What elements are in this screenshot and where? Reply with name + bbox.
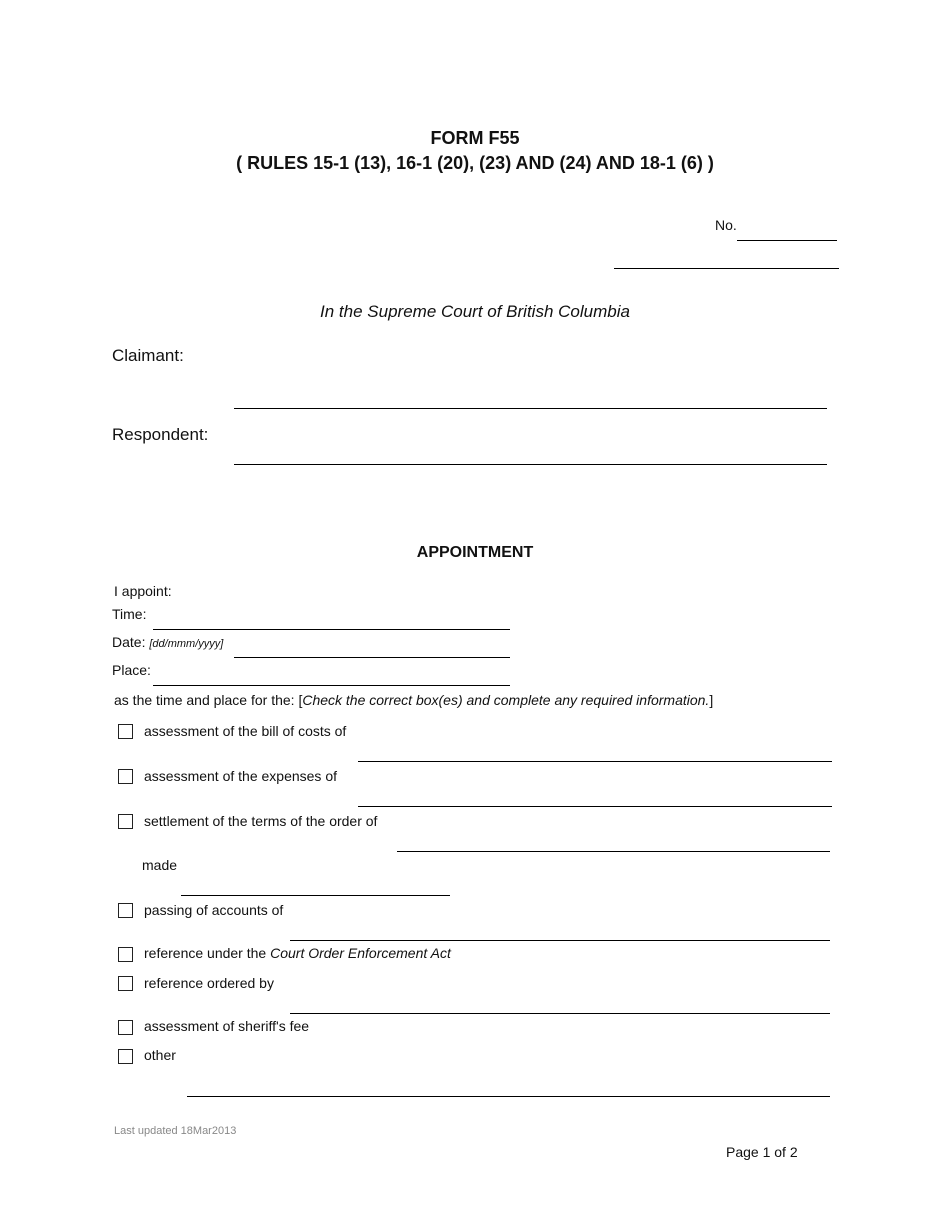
other-checkbox[interactable] [118, 1049, 133, 1064]
claimant-label: Claimant: [112, 346, 184, 365]
passing-accounts-field[interactable] [290, 940, 830, 941]
passing-accounts-checkbox[interactable] [118, 903, 133, 918]
expenses-label: assessment of the expenses of [144, 768, 337, 784]
place-label: Place: [112, 662, 151, 678]
bill-of-costs-field[interactable] [358, 761, 832, 762]
settlement-label: settlement of the terms of the order of [144, 813, 378, 829]
made-label: made [142, 857, 178, 873]
coea-checkbox[interactable] [118, 947, 133, 962]
purpose-instruction-text: Check the correct box(es) and complete any required information. [302, 692, 710, 708]
coea-act-name: Court Order Enforcement Act [270, 945, 451, 961]
purpose-suffix: ] [709, 692, 714, 708]
other-label: other [144, 1047, 176, 1063]
bill-of-costs-checkbox[interactable] [118, 724, 133, 739]
date-label-group [112, 634, 223, 650]
reference-ordered-label: reference ordered by [144, 975, 274, 991]
coea-label [144, 945, 451, 961]
date-field[interactable] [234, 657, 510, 658]
sheriff-fee-label: assessment of sheriff's fee [144, 1018, 310, 1034]
settlement-checkbox[interactable] [118, 814, 133, 829]
passing-accounts-label: passing of accounts of [144, 902, 284, 918]
purpose-prefix: as the time and place for the: [ [114, 692, 303, 708]
registry-field[interactable] [614, 268, 839, 269]
date-format-hint: [dd/mmm/yyyy] [149, 638, 224, 650]
respondent-label: Respondent: [112, 425, 209, 444]
time-field[interactable] [153, 629, 510, 630]
reference-ordered-checkbox[interactable] [118, 976, 133, 991]
form-rules: ( RULES 15-1 (13), 16-1 (20), (23) AND (24) AND 18-1 (6) ) [236, 153, 714, 173]
purpose-instruction [114, 692, 713, 708]
expenses-checkbox[interactable] [118, 769, 133, 784]
expenses-field[interactable] [358, 806, 832, 807]
last-updated: Last updated 18Mar2013 [114, 1125, 237, 1137]
i-appoint-label: I appoint: [114, 583, 172, 599]
date-label: Date: [112, 634, 146, 650]
made-field[interactable] [181, 895, 450, 896]
claimant-field[interactable] [234, 408, 827, 409]
section-title: APPOINTMENT [416, 544, 534, 561]
file-no-label: No. [715, 217, 737, 233]
court-name: In the Supreme Court of British Columbia [320, 302, 630, 321]
time-label: Time: [112, 606, 147, 622]
settlement-field[interactable] [397, 851, 830, 852]
reference-ordered-field[interactable] [290, 1013, 830, 1014]
coea-prefix: reference under the [144, 945, 271, 961]
form-title: FORM F55 [430, 128, 520, 148]
other-field[interactable] [187, 1096, 830, 1097]
sheriff-fee-checkbox[interactable] [118, 1020, 133, 1035]
respondent-field[interactable] [234, 464, 827, 465]
place-field[interactable] [153, 685, 510, 686]
bill-of-costs-label: assessment of the bill of costs of [144, 723, 347, 739]
page-number: Page 1 of 2 [726, 1144, 798, 1160]
file-no-field[interactable] [737, 240, 837, 241]
